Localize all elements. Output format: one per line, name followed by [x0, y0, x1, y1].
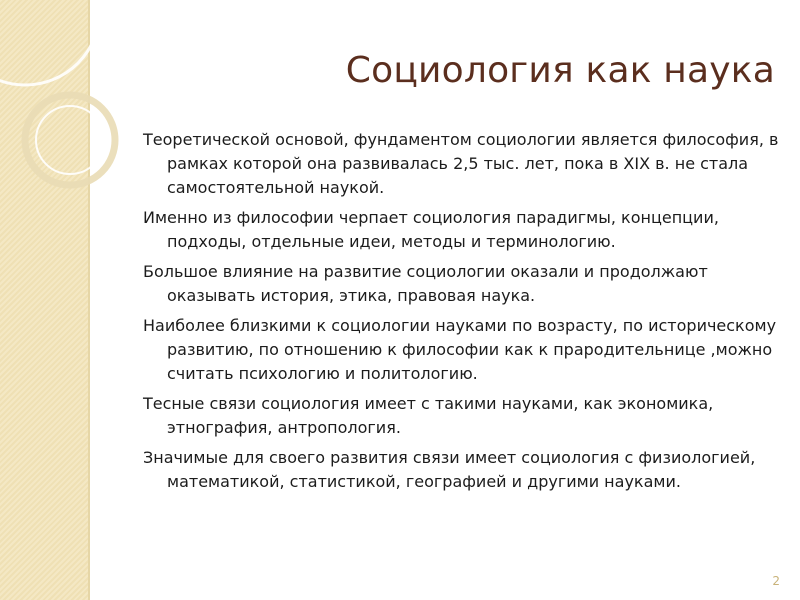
paragraph: Теоретической основой, фундаментом социологии является философия, в рамках которой она развивалась 2,5 тыс. лет, пока в XIX в. не стала самостоятельной наукой.: [143, 130, 779, 197]
paragraph: Наиболее близкими к социологии науками по возрасту, по историческому развитию, по отношению к философии как к прародительнице ,можно считать психологию и политологию.: [143, 316, 777, 383]
paragraph: Большое влияние на развитие социологии оказали и продолжают оказывать история, этика, правовая наука.: [143, 262, 708, 305]
slide-body: [143, 128, 783, 500]
ring-small: [36, 106, 104, 174]
ring-large: [0, 0, 100, 85]
slide-title: Социология как наука: [345, 50, 775, 91]
paragraph: Именно из философии черпает социология парадигмы, концепции, подходы, отдельные идеи, методы и терминологию.: [143, 208, 719, 251]
paragraph: Значимые для своего развития связи имеет социология с физиологией, математикой, статистикой, географией и другими науками.: [143, 448, 756, 491]
page-number: 2: [772, 574, 780, 588]
decorative-rings-icon: [0, 0, 150, 220]
ring-medium: [25, 95, 115, 185]
paragraph: Тесные связи социология имеет с такими науками, как экономика, этнография, антропология.: [143, 394, 714, 437]
